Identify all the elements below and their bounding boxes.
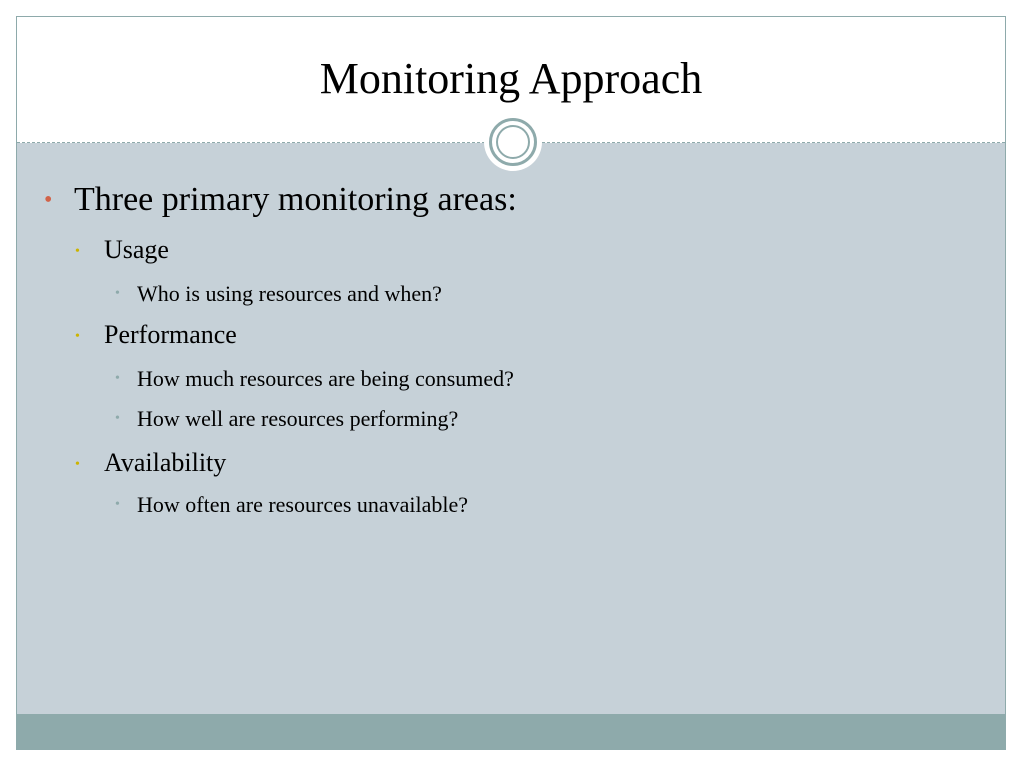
list-item [115,281,442,307]
list-item [115,406,458,432]
circle-ornament-icon [484,113,542,171]
bullet-icon: • [75,244,80,259]
bullet-text: Who is using resources and when? [137,281,442,306]
slide-title: Monitoring Approach [319,54,703,103]
list-item [75,320,237,350]
bullet-text: How often are resources unavailable? [137,492,469,517]
ornament-ring [489,118,537,166]
ornament-inner-ring [496,125,530,159]
bullet-text: Three primary monitoring areas: [74,181,517,218]
bullet-icon: • [44,187,53,213]
bullet-icon: • [75,329,80,344]
bullet-icon: • [115,371,120,386]
list-item [44,181,517,219]
bullet-text: Availability [104,448,227,477]
list-item [115,366,514,392]
footer-band [17,714,1005,749]
slide [16,16,1006,750]
bullet-text: How well are resources performing? [137,406,459,431]
bullet-text: Usage [104,235,169,264]
list-item [75,235,169,265]
list-item [75,448,226,478]
bullet-icon: • [115,411,120,426]
list-item [115,492,468,518]
bullet-icon: • [115,286,120,301]
bullet-text: How much resources are being consumed? [137,366,514,391]
bullet-icon: • [115,497,120,512]
bullet-text: Performance [104,320,237,349]
bullet-icon: • [75,457,80,472]
